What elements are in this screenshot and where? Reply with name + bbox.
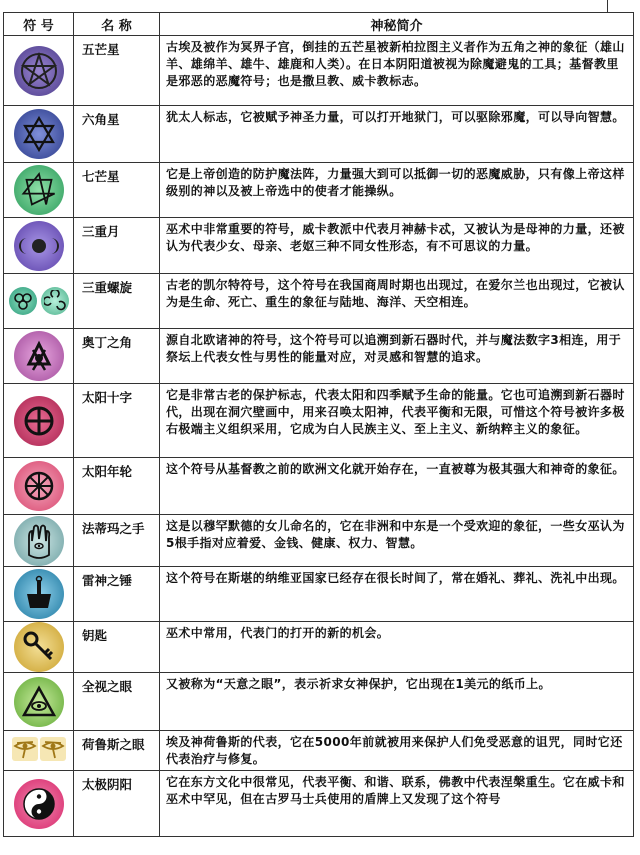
symbol-name: 五芒星 xyxy=(74,36,160,106)
symbol-cell xyxy=(4,384,74,458)
key-icon xyxy=(14,622,64,672)
symbol-cell xyxy=(4,515,74,567)
table-row xyxy=(4,218,634,274)
symbol-description: 巫术中非常重要的符号，威卡教派中代表月神赫卡忒，又被认为是母神的力量，还被认为代表少女、母亲、老妪三种不同女性形态，有不可思议的力量。 xyxy=(160,218,634,274)
table-row xyxy=(4,567,634,622)
symbol-description: 它是上帝创造的防护魔法阵，力量强大到可以抵御一切的恶魔威胁，只有像上帝这样级别的神以及被上帝选中的使者才能操纵。 xyxy=(160,163,634,218)
symbol-name: 六角星 xyxy=(74,106,160,163)
symbol-description: 古埃及被作为冥界子宫，倒挂的五芒星被新柏拉图主义者作为五角之神的象征（雄山羊、雄绵羊、雄牛、雄鹿和人类）。在日本阴阳道被视为除魔避鬼的工具；基督教里是邪恶的恶魔符号；也是撒旦教、威卡教标志。 xyxy=(160,36,634,106)
table-row xyxy=(4,458,634,515)
symbol-cell xyxy=(4,771,74,837)
horns-of-odin-icon xyxy=(14,331,64,381)
table-row xyxy=(4,329,634,384)
symbol-cell xyxy=(4,458,74,515)
symbol-description: 它在东方文化中很常见，代表平衡、和谐、联系，佛教中代表涅槃重生。它在威卡和巫术中罕见，但在古罗马士兵使用的盾牌上又发现了这个符号 xyxy=(160,771,634,837)
symbol-description: 又被称为“天意之眼”，表示祈求女神保护，它出现在1美元的纸币上。 xyxy=(160,673,634,731)
symbol-description: 源自北欧诸神的符号，这个符号可以追溯到新石器时代，并与魔法数字3相连，用于祭坛上代表女性与男性的能量对应，对灵感和智慧的追求。 xyxy=(160,329,634,384)
symbols-table xyxy=(3,12,634,837)
hexagram-icon xyxy=(14,109,64,159)
symbol-description: 它是非常古老的保护标志，代表太阳和四季赋予生命的能量。它也可追溯到新石器时代，出现在洞穴壁画中，用来召唤太阳神，代表平衡和无限，可惜这个符号被许多极右极端主义组织采用，它成为白人民族主义、至上主义、新纳粹主义的象征。 xyxy=(160,384,634,458)
table-row xyxy=(4,771,634,837)
symbol-name: 七芒星 xyxy=(74,163,160,218)
symbol-cell xyxy=(4,567,74,622)
symbol-description: 古老的凯尔特符号，这个符号在我国商周时期也出现过，在爱尔兰也出现过，它被认为是生命、死亡、重生的象征与陆地、海洋、天空相连。 xyxy=(160,274,634,329)
triple-moon-icon xyxy=(14,221,64,271)
top-divider xyxy=(607,0,608,12)
symbol-name: 雷神之锤 xyxy=(74,567,160,622)
heptagram-icon xyxy=(14,165,64,215)
table-row xyxy=(4,36,634,106)
eye-of-horus-icon xyxy=(11,736,67,766)
symbol-name: 三重螺旋 xyxy=(74,274,160,329)
symbol-cell xyxy=(4,36,74,106)
sun-cross-icon xyxy=(14,396,64,446)
header-intro: 神秘简介 xyxy=(160,13,634,36)
table-row xyxy=(4,515,634,567)
table-row xyxy=(4,163,634,218)
symbol-cell xyxy=(4,218,74,274)
table-row xyxy=(4,384,634,458)
header-name: 名 称 xyxy=(74,13,160,36)
header-symbol: 符 号 xyxy=(4,13,74,36)
sun-wheel-icon xyxy=(14,461,64,511)
all-seeing-eye-icon xyxy=(14,677,64,727)
symbol-description: 巫术中常用，代表门的打开的新的机会。 xyxy=(160,622,634,673)
symbol-description: 这是以穆罕默德的女儿命名的，它在非洲和中东是一个受欢迎的象征，一些女巫认为5根手指对应着爱、金钱、健康、权力、智慧。 xyxy=(160,515,634,567)
symbol-name: 三重月 xyxy=(74,218,160,274)
symbol-description: 埃及神荷鲁斯的代表，它在5000年前就被用来保护人们免受恶意的诅咒，同时它还代表治疗与修复。 xyxy=(160,731,634,771)
symbol-description: 这个符号从基督教之前的欧洲文化就开始存在，一直被尊为极其强大和神奇的象征。 xyxy=(160,458,634,515)
symbol-name: 太阳十字 xyxy=(74,384,160,458)
table-row xyxy=(4,106,634,163)
table-header xyxy=(4,13,634,36)
pentagram-icon xyxy=(14,46,64,96)
symbol-cell xyxy=(4,329,74,384)
symbol-description: 犹太人标志，它被赋予神圣力量，可以打开地狱门，可以驱除邪魔，可以导向智慧。 xyxy=(160,106,634,163)
table-row xyxy=(4,673,634,731)
symbol-cell xyxy=(4,622,74,673)
symbol-description: 这个符号在斯堪的纳维亚国家已经存在很长时间了，常在婚礼、葬礼、洗礼中出现。 xyxy=(160,567,634,622)
symbol-name: 太极阴阳 xyxy=(74,771,160,837)
table-row xyxy=(4,274,634,329)
symbol-cell xyxy=(4,163,74,218)
symbol-name: 荷鲁斯之眼 xyxy=(74,731,160,771)
hamsa-hand-icon xyxy=(14,516,64,566)
symbol-cell xyxy=(4,274,74,329)
symbol-name: 奥丁之角 xyxy=(74,329,160,384)
symbol-cell xyxy=(4,106,74,163)
symbol-cell xyxy=(4,673,74,731)
thors-hammer-icon xyxy=(14,569,64,619)
symbol-cell xyxy=(4,731,74,771)
symbol-name: 钥匙 xyxy=(74,622,160,673)
yin-yang-icon xyxy=(14,779,64,829)
table-row xyxy=(4,731,634,771)
table-row xyxy=(4,622,634,673)
symbol-name: 全视之眼 xyxy=(74,673,160,731)
symbol-name: 太阳年轮 xyxy=(74,458,160,515)
symbol-name: 法蒂玛之手 xyxy=(74,515,160,567)
triskelion-icon xyxy=(9,287,69,315)
